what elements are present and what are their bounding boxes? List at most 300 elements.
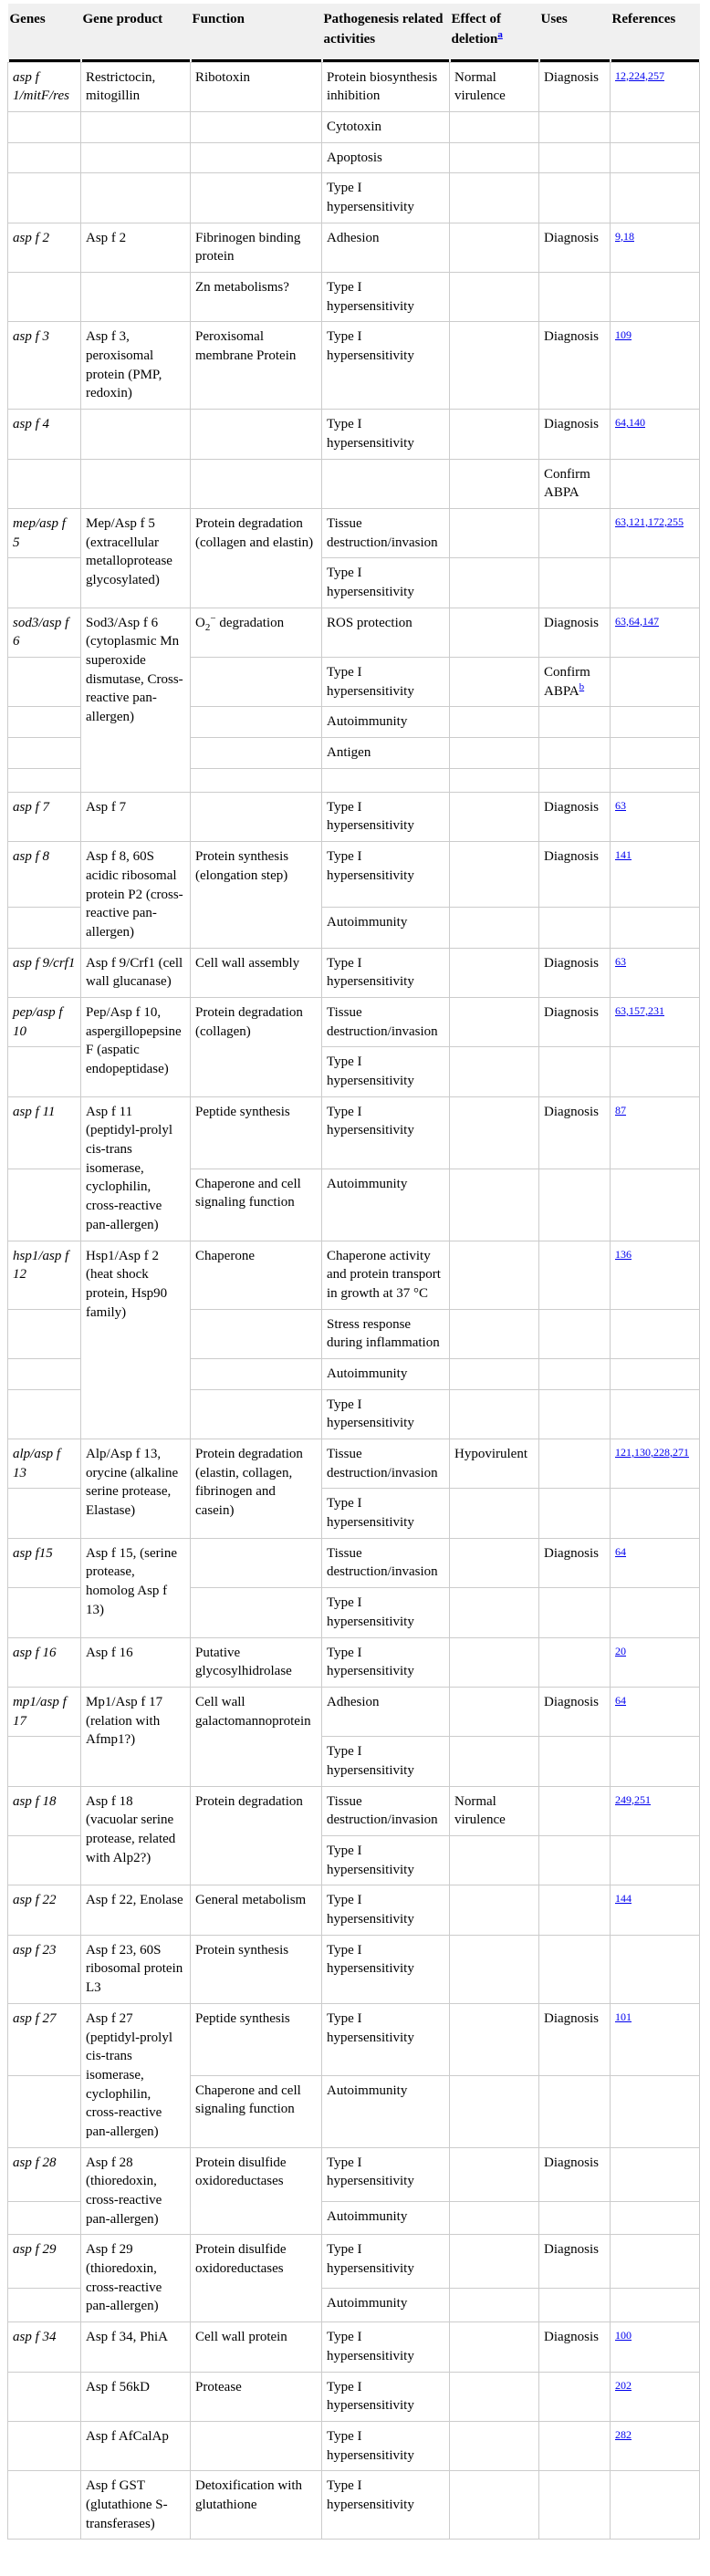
- reference-link[interactable]: 136: [615, 1247, 632, 1261]
- cell-references: [611, 997, 700, 1046]
- cell-uses: [539, 608, 611, 657]
- gene-product-text: Mep/Asp f 5 (extracellular metalloprotease glycosylated): [86, 515, 172, 587]
- cell-references: [611, 273, 700, 322]
- cell-uses: [539, 1786, 611, 1835]
- cell-genes: [8, 459, 81, 508]
- cell-function: [191, 459, 322, 508]
- table-row: [8, 842, 700, 908]
- cell-uses: [539, 2003, 611, 2075]
- cell-references: [611, 62, 700, 111]
- cell-effect-of-deletion: [450, 2147, 539, 2201]
- cell-gene-product: [81, 842, 191, 948]
- cell-effect-of-deletion: [450, 608, 539, 657]
- cell-function: [191, 2235, 322, 2322]
- col-header-uses: [539, 4, 611, 62]
- function-text: Cell wall assembly: [195, 955, 300, 971]
- reference-link[interactable]: 64,140: [615, 416, 645, 430]
- cell-uses: [539, 2471, 611, 2540]
- reference-link[interactable]: 144: [615, 1892, 632, 1906]
- cell-genes: [8, 2421, 81, 2470]
- cell-genes: [8, 1389, 81, 1439]
- cell-pathogenesis-related-activities: [322, 2289, 450, 2322]
- pathogenesis-related-activities-text: Type I hypersensitivity: [327, 1054, 414, 1088]
- cell-pathogenesis-related-activities: [322, 1836, 450, 1885]
- genes-text: mep/asp f 5: [13, 515, 66, 550]
- footnote-link[interactable]: b: [579, 680, 585, 692]
- function-text: Protein degradation (elastin, collagen, fibrinogen and casein): [195, 1447, 303, 1519]
- cell-pathogenesis-related-activities: [322, 1687, 450, 1736]
- pathogenesis-related-activities-text: Adhesion: [327, 1694, 380, 1709]
- cell-pathogenesis-related-activities: [322, 2003, 450, 2075]
- reference-link[interactable]: 141: [615, 848, 632, 862]
- cell-gene-product: [81, 173, 191, 223]
- cell-genes: [8, 1737, 81, 1786]
- cell-references: [611, 1309, 700, 1358]
- cell-genes: [8, 1935, 81, 2003]
- cell-effect-of-deletion: [450, 173, 539, 223]
- cell-uses: [539, 2421, 611, 2470]
- cell-effect-of-deletion: [450, 1637, 539, 1687]
- footnote-link[interactable]: a: [497, 28, 503, 40]
- cell-references: [611, 2471, 700, 2540]
- cell-genes: [8, 1489, 81, 1538]
- cell-references: [611, 2147, 700, 2201]
- col-header-pathogenesis-related-activities: [322, 4, 450, 62]
- genes-text: asp f 23: [13, 1942, 57, 1958]
- cell-references: [611, 142, 700, 173]
- cell-pathogenesis-related-activities: [322, 1489, 450, 1538]
- pathogenesis-related-activities-text: Autoimmunity: [327, 1366, 408, 1381]
- cell-genes: [8, 2147, 81, 2201]
- table-row: [8, 1935, 700, 2003]
- cell-gene-product: [81, 2003, 191, 2147]
- genes-text: asp f 18: [13, 1793, 57, 1809]
- reference-link[interactable]: 202: [615, 2378, 632, 2392]
- genes-text: asp f 28: [13, 2155, 57, 2170]
- table-row: [8, 1241, 700, 1309]
- cell-pathogenesis-related-activities: [322, 1047, 450, 1096]
- cell-function: [191, 508, 322, 608]
- cell-effect-of-deletion: [450, 908, 539, 949]
- table-row: [8, 1786, 700, 1835]
- cell-gene-product: [81, 410, 191, 459]
- cell-references: [611, 1169, 700, 1241]
- gene-product-text: Asp f 11 (peptidyl-prolyl cis-trans isomerase, cyclophilin, cross-reactive pan-allergen): [86, 1104, 172, 1232]
- cell-effect-of-deletion: [450, 142, 539, 173]
- cell-references: [611, 2003, 700, 2075]
- cell-uses: [539, 1637, 611, 1687]
- cell-effect-of-deletion: [450, 1737, 539, 1786]
- cell-pathogenesis-related-activities: [322, 508, 450, 557]
- pathogenesis-related-activities-text: Autoimmunity: [327, 1176, 408, 1191]
- cell-uses: [539, 792, 611, 841]
- cell-pathogenesis-related-activities: [322, 1786, 450, 1835]
- cell-references: [611, 173, 700, 223]
- cell-function: [191, 2372, 322, 2421]
- cell-genes: [8, 2372, 81, 2421]
- cell-function: [191, 410, 322, 459]
- uses-text: Diagnosis: [544, 849, 599, 865]
- cell-pathogenesis-related-activities: [322, 223, 450, 272]
- pathogenesis-related-activities-text: Type I hypersensitivity: [327, 2428, 414, 2463]
- pathogenesis-related-activities-text: Type I hypersensitivity: [327, 1496, 414, 1531]
- cell-gene-product: [81, 1096, 191, 1241]
- cell-genes: [8, 608, 81, 657]
- table-row: [8, 1439, 700, 1489]
- cell-pathogenesis-related-activities: [322, 2471, 450, 2540]
- table-row: [8, 1885, 700, 1935]
- cell-effect-of-deletion: [450, 111, 539, 142]
- reference-link[interactable]: 63: [615, 798, 626, 812]
- cell-gene-product: [81, 459, 191, 508]
- cell-references: [611, 1687, 700, 1736]
- cell-references: [611, 738, 700, 769]
- cell-function: [191, 1786, 322, 1885]
- function-text: Protein degradation (collagen): [195, 1004, 303, 1039]
- uses-text: Diagnosis: [544, 1004, 599, 1020]
- reference-link[interactable]: 100: [615, 2329, 632, 2342]
- cell-genes: [8, 842, 81, 908]
- cell-gene-product: [81, 273, 191, 322]
- cell-effect-of-deletion: [450, 1687, 539, 1736]
- cell-function: [191, 608, 322, 657]
- cell-effect-of-deletion: [450, 2322, 539, 2372]
- pathogenesis-related-activities-text: Type I hypersensitivity: [327, 1844, 414, 1877]
- cell-uses: [539, 111, 611, 142]
- genes-text: hsp1/asp f 12: [13, 1248, 69, 1283]
- pathogenesis-related-activities-text: Type I hypersensitivity: [327, 2242, 414, 2277]
- table-row: [8, 322, 700, 410]
- cell-uses: [539, 707, 611, 738]
- cell-function: [191, 322, 322, 410]
- cell-function: [191, 768, 322, 792]
- cell-uses: [539, 1309, 611, 1358]
- reference-link[interactable]: 249,251: [615, 1792, 651, 1806]
- cell-references: [611, 842, 700, 908]
- pathogenesis-related-activities-text: Autoimmunity: [327, 2296, 408, 2311]
- reference-link[interactable]: 109: [615, 328, 632, 342]
- cell-function: [191, 173, 322, 223]
- cell-function: [191, 62, 322, 111]
- gene-product-text: Alp/Asp f 13, orycine (alkaline serine protease, Elastase): [86, 1447, 179, 1519]
- reference-link[interactable]: 64: [615, 1544, 626, 1558]
- cell-pathogenesis-related-activities: [322, 459, 450, 508]
- cell-genes: [8, 1885, 81, 1935]
- pathogenesis-related-activities-text: Type I hypersensitivity: [327, 2330, 414, 2363]
- cell-uses: [539, 223, 611, 272]
- cell-effect-of-deletion: [450, 1169, 539, 1241]
- cell-references: [611, 1836, 700, 1885]
- function-text: Protein degradation (collagen and elastin): [195, 515, 314, 550]
- cell-function: [191, 997, 322, 1096]
- cell-gene-product: [81, 1786, 191, 1885]
- cell-genes: [8, 997, 81, 1046]
- pathogenesis-related-activities-text: Type I hypersensitivity: [327, 1397, 414, 1431]
- cell-gene-product: [81, 508, 191, 608]
- cell-genes: [8, 173, 81, 223]
- function-text: Ribotoxin: [195, 69, 251, 85]
- gene-product-text: Sod3/Asp f 6 (cytoplasmic Mn superoxide dismutase, Cross-reactive pan-allergen): [86, 615, 183, 725]
- cell-references: [611, 1786, 700, 1835]
- cell-effect-of-deletion: [450, 1309, 539, 1358]
- pathogenesis-related-activities-text: Tissue destruction/invasion: [327, 1004, 438, 1039]
- table-row: [8, 508, 700, 557]
- gene-product-text: Asp f 15, (serine protease, homolog Asp f 13): [86, 1545, 177, 1617]
- cell-function: [191, 2003, 322, 2075]
- cell-uses: [539, 459, 611, 508]
- cell-uses: [539, 1687, 611, 1736]
- cell-uses: [539, 173, 611, 223]
- cell-pathogenesis-related-activities: [322, 1737, 450, 1786]
- cell-uses: [539, 2201, 611, 2235]
- cell-effect-of-deletion: [450, 508, 539, 557]
- cell-gene-product: [81, 1935, 191, 2003]
- cell-pathogenesis-related-activities: [322, 1637, 450, 1687]
- cell-function: [191, 1439, 322, 1539]
- cell-effect-of-deletion: [450, 1389, 539, 1439]
- table-row: [8, 2322, 700, 2372]
- function-text: Chaperone: [195, 1248, 255, 1263]
- cell-gene-product: [81, 223, 191, 272]
- pathogenesis-related-activities-text: Chaperone activity and protein transport in growth at 37 °C: [327, 1248, 441, 1301]
- cell-gene-product: [81, 2322, 191, 2372]
- cell-uses: [539, 658, 611, 707]
- cell-effect-of-deletion: [450, 842, 539, 908]
- cell-uses: [539, 842, 611, 908]
- cell-gene-product: [81, 948, 191, 997]
- cell-references: [611, 658, 700, 707]
- cell-pathogenesis-related-activities: [322, 1169, 450, 1241]
- cell-function: [191, 1588, 322, 1637]
- col-header-label: Pathogenesis related activities: [323, 12, 444, 47]
- gene-product-text: Asp f 18 (vacuolar serine protease, related with Alp2?): [86, 1793, 176, 1865]
- cell-pathogenesis-related-activities: [322, 997, 450, 1046]
- cell-pathogenesis-related-activities: [322, 2147, 450, 2201]
- table-row: [8, 2235, 700, 2289]
- cell-gene-product: [81, 997, 191, 1096]
- cell-references: [611, 1489, 700, 1538]
- cell-effect-of-deletion: [450, 1241, 539, 1309]
- cell-effect-of-deletion: [450, 2372, 539, 2421]
- cell-pathogenesis-related-activities: [322, 1885, 450, 1935]
- cell-pathogenesis-related-activities: [322, 738, 450, 769]
- cell-genes: [8, 2075, 81, 2147]
- reference-link[interactable]: 20: [615, 1644, 626, 1657]
- cell-function: [191, 738, 322, 769]
- reference-link[interactable]: 87: [615, 1103, 626, 1117]
- reference-link[interactable]: 63: [615, 954, 626, 968]
- cell-genes: [8, 223, 81, 272]
- table-row: [8, 410, 700, 459]
- genes-text: asp f 3: [13, 329, 50, 345]
- gene-product-text: Restrictocin, mitogillin: [86, 69, 156, 104]
- cell-genes: [8, 142, 81, 173]
- cell-function: [191, 1935, 322, 2003]
- cell-uses: [539, 1358, 611, 1389]
- cell-function: [191, 1169, 322, 1241]
- cell-references: [611, 1935, 700, 2003]
- cell-uses: [539, 2289, 611, 2322]
- function-text: Putative glycosylhidrolase: [195, 1645, 292, 1679]
- cell-references: [611, 2075, 700, 2147]
- cell-genes: [8, 2201, 81, 2235]
- cell-genes: [8, 1687, 81, 1736]
- pathogenesis-related-activities-text: Cytotoxin: [327, 119, 382, 134]
- cell-uses: [539, 738, 611, 769]
- col-header-function: [191, 4, 322, 62]
- cell-gene-product: [81, 1885, 191, 1935]
- cell-pathogenesis-related-activities: [322, 1538, 450, 1587]
- col-header-genes: [8, 4, 81, 62]
- cell-pathogenesis-related-activities: [322, 410, 450, 459]
- cell-genes: [8, 273, 81, 322]
- cell-genes: [8, 1439, 81, 1489]
- reference-link[interactable]: 12,224,257: [615, 68, 664, 82]
- effect-of-deletion-text: Normal virulence: [454, 1793, 506, 1828]
- cell-function: [191, 1389, 322, 1439]
- cell-function: [191, 1358, 322, 1389]
- pathogenesis-related-activities-text: Protein biosynthesis inhibition: [327, 69, 438, 104]
- gene-product-text: Asp f 28 (thioredoxin, cross-reactive pan-allergen): [86, 2155, 162, 2227]
- cell-effect-of-deletion: [450, 2421, 539, 2470]
- function-text: Fibrinogen binding protein: [195, 230, 301, 265]
- genes-text: asp f 4: [13, 417, 50, 432]
- cell-uses: [539, 558, 611, 608]
- cell-pathogenesis-related-activities: [322, 1358, 450, 1389]
- pathogenesis-related-activities-text: Type I hypersensitivity: [327, 1645, 414, 1679]
- cell-gene-product: [81, 2471, 191, 2540]
- cell-gene-product: [81, 1241, 191, 1439]
- cell-pathogenesis-related-activities: [322, 658, 450, 707]
- cell-uses: [539, 1737, 611, 1786]
- cell-references: [611, 2289, 700, 2322]
- cell-uses: [539, 948, 611, 997]
- pathogenesis-related-activities-text: Autoimmunity: [327, 2083, 408, 2098]
- reference-link[interactable]: 121,130,228,271: [615, 1446, 689, 1459]
- pathogenesis-related-activities-text: Adhesion: [327, 230, 380, 245]
- cell-genes: [8, 908, 81, 949]
- cell-references: [611, 459, 700, 508]
- function-text: Zn metabolisms?: [195, 280, 289, 295]
- cell-effect-of-deletion: [450, 792, 539, 841]
- uses-text: Diagnosis: [544, 955, 599, 971]
- uses-text: Diagnosis: [544, 329, 599, 345]
- reference-link[interactable]: 9,18: [615, 229, 634, 243]
- reference-link[interactable]: 101: [615, 2010, 632, 2023]
- cell-function: [191, 223, 322, 272]
- pathogenesis-related-activities-text: Type I hypersensitivity: [327, 1893, 414, 1927]
- cell-uses: [539, 1389, 611, 1439]
- cell-pathogenesis-related-activities: [322, 1241, 450, 1309]
- cell-references: [611, 558, 700, 608]
- cell-uses: [539, 508, 611, 557]
- gene-product-text: Asp f 16: [86, 1645, 133, 1660]
- cell-effect-of-deletion: [450, 2471, 539, 2540]
- pathogenesis-related-activities-text: Type I hypersensitivity: [327, 665, 414, 699]
- cell-genes: [8, 2235, 81, 2289]
- cell-gene-product: [81, 62, 191, 111]
- cell-function: [191, 2421, 322, 2470]
- cell-uses: [539, 1935, 611, 2003]
- table-row: [8, 1637, 700, 1687]
- cell-pathogenesis-related-activities: [322, 948, 450, 997]
- cell-function: [191, 707, 322, 738]
- cell-genes: [8, 1358, 81, 1389]
- cell-uses: [539, 410, 611, 459]
- cell-pathogenesis-related-activities: [322, 2372, 450, 2421]
- cell-pathogenesis-related-activities: [322, 1588, 450, 1637]
- pathogenesis-related-activities-text: Autoimmunity: [327, 2208, 408, 2224]
- cell-uses: [539, 2322, 611, 2372]
- cell-pathogenesis-related-activities: [322, 1439, 450, 1489]
- cell-pathogenesis-related-activities: [322, 1096, 450, 1169]
- cell-function: [191, 1309, 322, 1358]
- cell-gene-product: [81, 2421, 191, 2470]
- cell-effect-of-deletion: [450, 223, 539, 272]
- cell-references: [611, 1389, 700, 1439]
- cell-function: [191, 1687, 322, 1786]
- table-row: [8, 2147, 700, 2201]
- gene-product-text: Mp1/Asp f 17 (relation with Afmp1?): [86, 1694, 163, 1748]
- uses-text: Diagnosis: [544, 799, 599, 815]
- cell-gene-product: [81, 2147, 191, 2235]
- cell-genes: [8, 62, 81, 111]
- reference-link[interactable]: 63,64,147: [615, 614, 659, 628]
- cell-references: [611, 1241, 700, 1309]
- function-text: Protein degradation: [195, 1793, 303, 1809]
- cell-function: [191, 1241, 322, 1309]
- col-header-label: References: [611, 12, 676, 26]
- cell-effect-of-deletion: [450, 658, 539, 707]
- cell-effect-of-deletion: [450, 62, 539, 111]
- table-row: [8, 62, 700, 111]
- genes-text: asp f 22: [13, 1893, 57, 1908]
- cell-pathogenesis-related-activities: [322, 908, 450, 949]
- cell-references: [611, 322, 700, 410]
- reference-link[interactable]: 63,121,172,255: [615, 514, 684, 528]
- cell-references: [611, 948, 700, 997]
- cell-gene-product: [81, 2235, 191, 2322]
- table-row: [8, 948, 700, 997]
- cell-pathogenesis-related-activities: [322, 322, 450, 410]
- pathogenesis-related-activities-text: Type I hypersensitivity: [327, 955, 414, 990]
- cell-genes: [8, 707, 81, 738]
- cell-references: [611, 1737, 700, 1786]
- cell-effect-of-deletion: [450, 1885, 539, 1935]
- cell-references: [611, 2201, 700, 2235]
- cell-genes: [8, 1047, 81, 1096]
- cell-function: [191, 111, 322, 142]
- effect-of-deletion-text: Normal virulence: [454, 69, 506, 104]
- cell-references: [611, 2322, 700, 2372]
- cell-effect-of-deletion: [450, 1047, 539, 1096]
- table-header-row: [8, 4, 700, 62]
- genes-text: asp f 27: [13, 2010, 57, 2026]
- reference-link[interactable]: 63,157,231: [615, 1003, 664, 1017]
- pathogenesis-related-activities-text: Type I hypersensitivity: [327, 1104, 414, 1138]
- pathogenesis-related-activities-text: Type I hypersensitivity: [327, 417, 414, 451]
- function-text: General metabolism: [195, 1893, 307, 1908]
- cell-function: [191, 2075, 322, 2147]
- cell-references: [611, 608, 700, 657]
- pathogenesis-related-activities-text: Type I hypersensitivity: [327, 329, 414, 364]
- formula-text: $O_2^-$ degradation: [195, 612, 285, 633]
- reference-link[interactable]: 282: [615, 2427, 632, 2441]
- reference-link[interactable]: 64: [615, 1693, 626, 1707]
- cell-function: [191, 142, 322, 173]
- cell-pathogenesis-related-activities: [322, 2075, 450, 2147]
- cell-genes: [8, 2322, 81, 2372]
